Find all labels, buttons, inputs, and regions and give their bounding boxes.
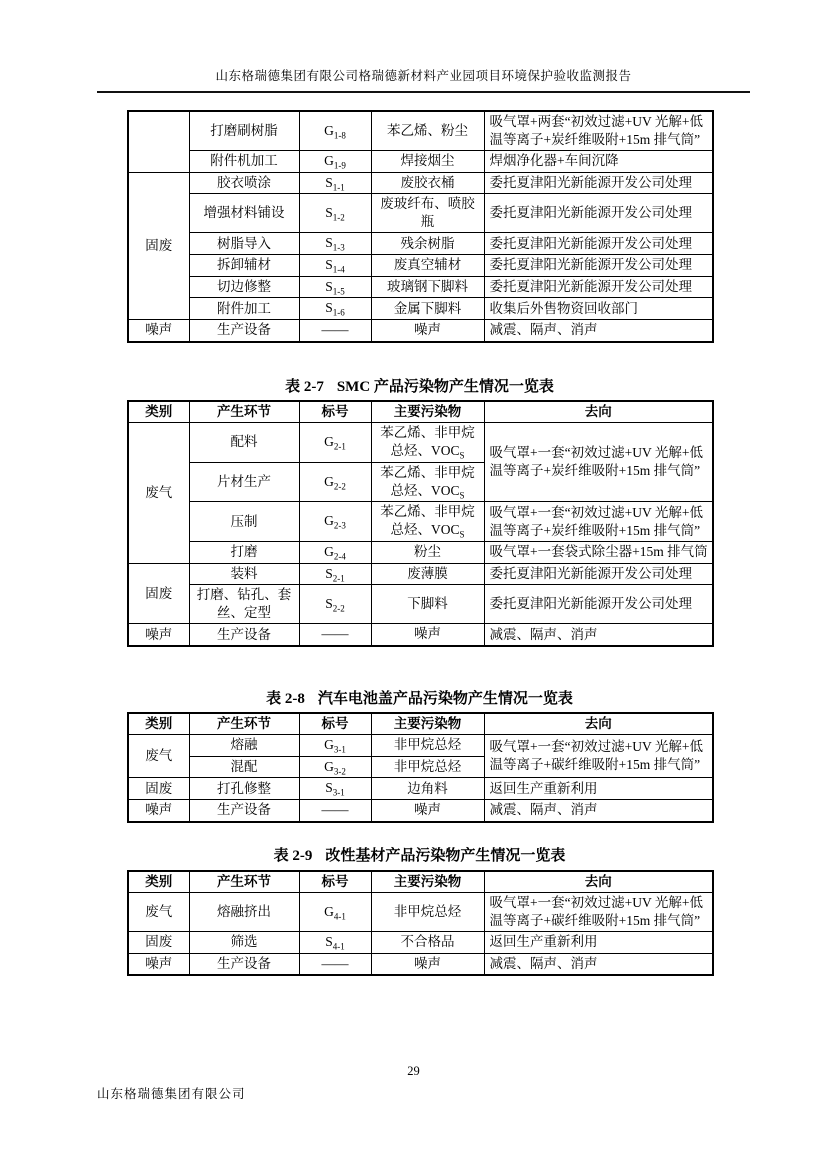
- cell-process: 混配: [189, 756, 299, 778]
- cell-destination: 委托夏津阳光新能源开发公司处理: [484, 233, 713, 255]
- cell-code: $G_{2-2}$: [299, 462, 371, 502]
- cell-pollutant: 下脚料: [371, 585, 484, 624]
- caption-number: 表 2-9: [273, 848, 313, 864]
- cell-category: 固废: [128, 778, 189, 800]
- table-header-row: [128, 871, 713, 893]
- table-2-7-caption: [127, 377, 712, 397]
- cell-process: 生产设备: [189, 624, 299, 646]
- col-header-code: 标号: [299, 401, 371, 423]
- cell-process: 生产设备: [189, 800, 299, 822]
- cell-pollutant: 噪声: [371, 953, 484, 975]
- cell-process: 熔融: [189, 735, 299, 757]
- cell-destination: 吸气罩+一套“初效过滤+UV 光解+低温等离子+炭纤维吸附+15m 排气筒”: [484, 423, 713, 502]
- table-row: [128, 800, 713, 822]
- cell-destination: 减震、隔声、消声: [484, 624, 713, 646]
- cell-category: 噪声: [128, 800, 189, 822]
- col-header-destination: 去向: [484, 401, 713, 423]
- col-header-category: 类别: [128, 871, 189, 893]
- cell-destination: 委托夏津阳光新能源开发公司处理: [484, 276, 713, 298]
- col-header-destination: 去向: [484, 871, 713, 893]
- table-2-9-modified-base-pollutants: [127, 870, 714, 976]
- table-row: [128, 953, 713, 975]
- cell-process: 胶衣喷涂: [189, 172, 299, 194]
- cell-pollutant: 废胶衣桶: [371, 172, 484, 194]
- table-row: [128, 298, 713, 320]
- cell-code: $G_{4-1}$: [299, 893, 371, 932]
- cell-destination: 减震、隔声、消声: [484, 800, 713, 822]
- cell-code: $G_{1-9}$: [299, 151, 371, 173]
- table-row: [128, 502, 713, 542]
- page-number: 29: [407, 1064, 420, 1078]
- table-row: [128, 194, 713, 233]
- col-header-category: 类别: [128, 713, 189, 735]
- cell-pollutant: 非甲烷总烃: [371, 893, 484, 932]
- table-row: [128, 893, 713, 932]
- cell-category: 噪声: [128, 953, 189, 975]
- table-row: [128, 778, 713, 800]
- cell-destination: 吸气罩+一套“初效过滤+UV 光解+低温等离子+碳纤维吸附+15m 排气筒”: [484, 893, 713, 932]
- cell-process: 切边修整: [189, 276, 299, 298]
- cell-pollutant: 金属下脚料: [371, 298, 484, 320]
- caption-text: 改性基材产品污染物产生情况一览表: [325, 848, 566, 864]
- cell-code: $S_{1-5}$: [299, 276, 371, 298]
- cell-destination: 委托夏津阳光新能源开发公司处理: [484, 585, 713, 624]
- caption-number: 表 2-8: [266, 691, 305, 707]
- cell-process: 片材生产: [189, 462, 299, 502]
- cell-category-empty: [128, 111, 189, 172]
- cell-process: 配料: [189, 423, 299, 463]
- cell-destination: 返回生产重新利用: [484, 778, 713, 800]
- caption-number: 表 2-7: [285, 379, 324, 395]
- table-row: [128, 585, 713, 624]
- cell-destination: 吸气罩+两套“初效过滤+UV 光解+低温等离子+炭纤维吸附+15m 排气筒”: [484, 111, 713, 151]
- cell-destination: 减震、隔声、消声: [484, 953, 713, 975]
- cell-pollutant: 边角料: [371, 778, 484, 800]
- table-row: [128, 172, 713, 194]
- cell-pollutant: 玻璃钢下脚料: [371, 276, 484, 298]
- cell-pollutant: 焊接烟尘: [371, 151, 484, 173]
- col-header-process: 产生环节: [189, 713, 299, 735]
- col-header-pollutant: 主要污染物: [371, 713, 484, 735]
- col-header-destination: 去向: [484, 713, 713, 735]
- table-row: [128, 233, 713, 255]
- cell-destination: 委托夏津阳光新能源开发公司处理: [484, 172, 713, 194]
- cell-destination: 委托夏津阳光新能源开发公司处理: [484, 194, 713, 233]
- table-header-row: [128, 401, 713, 423]
- cell-pollutant: 废玻纤布、喷胶瓶: [371, 194, 484, 233]
- page-header-title: 山东格瑞德集团有限公司格瑞德新材料产业园项目环境保护验收监测报告: [97, 66, 750, 93]
- cell-category: 固废: [128, 172, 189, 319]
- cell-category: 噪声: [128, 624, 189, 646]
- caption-text: 汽车电池盖产品污染物产生情况一览表: [317, 691, 573, 707]
- caption-text: SMC 产品污染物产生情况一览表: [336, 379, 554, 395]
- pollution-table-continued: [127, 110, 714, 343]
- footer-company-name: 山东格瑞德集团有限公司: [97, 1087, 246, 1101]
- table-row: [128, 151, 713, 173]
- cell-process: 拆卸辅材: [189, 255, 299, 277]
- cell-destination: 减震、隔声、消声: [484, 320, 713, 342]
- cell-destination: 收集后外售物资回收部门: [484, 298, 713, 320]
- table-row: [128, 735, 713, 757]
- cell-code: ——: [299, 320, 371, 342]
- table-2-9-caption: [127, 846, 712, 866]
- cell-destination: 返回生产重新利用: [484, 932, 713, 954]
- cell-code: $G_{2-3}$: [299, 502, 371, 542]
- table-row: [128, 320, 713, 342]
- cell-destination: 委托夏津阳光新能源开发公司处理: [484, 563, 713, 585]
- cell-process: 生产设备: [189, 953, 299, 975]
- table-2-8-caption: [127, 689, 712, 709]
- cell-code: ——: [299, 624, 371, 646]
- cell-code: $S_{1-4}$: [299, 255, 371, 277]
- cell-pollutant: 苯乙烯、非甲烷总烃、$VOC_S$: [371, 423, 484, 463]
- col-header-process: 产生环节: [189, 401, 299, 423]
- cell-code: $G_{3-1}$: [299, 735, 371, 757]
- col-header-category: 类别: [128, 401, 189, 423]
- cell-category: 废气: [128, 423, 189, 564]
- cell-category: 噪声: [128, 320, 189, 342]
- table-header-row: [128, 713, 713, 735]
- cell-process: 打孔修整: [189, 778, 299, 800]
- cell-code: $G_{2-1}$: [299, 423, 371, 463]
- cell-category: 废气: [128, 735, 189, 778]
- cell-pollutant: 苯乙烯、粉尘: [371, 111, 484, 151]
- table-2-7-smc-pollutants: [127, 400, 714, 647]
- col-header-process: 产生环节: [189, 871, 299, 893]
- cell-category: 废气: [128, 893, 189, 932]
- cell-process: 附件机加工: [189, 151, 299, 173]
- cell-code: ——: [299, 953, 371, 975]
- cell-process: 生产设备: [189, 320, 299, 342]
- table-2-8-battery-cover-pollutants: [127, 712, 714, 823]
- cell-pollutant: 废真空辅材: [371, 255, 484, 277]
- cell-pollutant: 苯乙烯、非甲烷总烃、$VOC_S$: [371, 502, 484, 542]
- cell-process: 打磨刷树脂: [189, 111, 299, 151]
- cell-pollutant: 废薄膜: [371, 563, 484, 585]
- cell-code: ——: [299, 800, 371, 822]
- col-header-code: 标号: [299, 713, 371, 735]
- cell-pollutant: 粉尘: [371, 542, 484, 564]
- cell-category: 固废: [128, 932, 189, 954]
- table-row: [128, 111, 713, 151]
- cell-destination: 吸气罩+一套“初效过滤+UV 光解+低温等离子+碳纤维吸附+15m 排气筒”: [484, 735, 713, 778]
- cell-process: 压制: [189, 502, 299, 542]
- col-header-pollutant: 主要污染物: [371, 401, 484, 423]
- cell-category: 固废: [128, 563, 189, 624]
- table-row: [128, 563, 713, 585]
- cell-pollutant: 残余树脂: [371, 233, 484, 255]
- table-row: [128, 423, 713, 463]
- cell-code: $S_{1-2}$: [299, 194, 371, 233]
- cell-pollutant: 非甲烷总烃: [371, 756, 484, 778]
- cell-code: $G_{2-4}$: [299, 542, 371, 564]
- cell-process: 打磨: [189, 542, 299, 564]
- cell-process: 筛选: [189, 932, 299, 954]
- cell-pollutant: 苯乙烯、非甲烷总烃、$VOC_S$: [371, 462, 484, 502]
- col-header-pollutant: 主要污染物: [371, 871, 484, 893]
- table-row: [128, 932, 713, 954]
- cell-code: $S_{2-2}$: [299, 585, 371, 624]
- cell-code: $S_{4-1}$: [299, 932, 371, 954]
- cell-destination: 焊烟净化器+车间沉降: [484, 151, 713, 173]
- cell-code: $S_{2-1}$: [299, 563, 371, 585]
- cell-process: 附件加工: [189, 298, 299, 320]
- cell-destination: 吸气罩+一套袋式除尘器+15m 排气筒: [484, 542, 713, 564]
- cell-code: $S_{1-1}$: [299, 172, 371, 194]
- cell-pollutant: 不合格品: [371, 932, 484, 954]
- cell-pollutant: 非甲烷总烃: [371, 735, 484, 757]
- cell-destination: 吸气罩+一套“初效过滤+UV 光解+低温等离子+炭纤维吸附+15m 排气筒”: [484, 502, 713, 542]
- cell-process: 树脂导入: [189, 233, 299, 255]
- cell-pollutant: 噪声: [371, 800, 484, 822]
- table-row: [128, 276, 713, 298]
- cell-process: 装料: [189, 563, 299, 585]
- table-row: [128, 255, 713, 277]
- cell-process: 打磨、钻孔、套丝、定型: [189, 585, 299, 624]
- cell-code: $S_{1-3}$: [299, 233, 371, 255]
- cell-process: 增强材料铺设: [189, 194, 299, 233]
- cell-destination: 委托夏津阳光新能源开发公司处理: [484, 255, 713, 277]
- table-row: [128, 542, 713, 564]
- table-row: [128, 624, 713, 646]
- cell-code: $G_{3-2}$: [299, 756, 371, 778]
- col-header-code: 标号: [299, 871, 371, 893]
- cell-code: $S_{3-1}$: [299, 778, 371, 800]
- cell-code: $S_{1-6}$: [299, 298, 371, 320]
- cell-process: 熔融挤出: [189, 893, 299, 932]
- cell-pollutant: 噪声: [371, 320, 484, 342]
- cell-pollutant: 噪声: [371, 624, 484, 646]
- cell-code: $G_{1-8}$: [299, 111, 371, 151]
